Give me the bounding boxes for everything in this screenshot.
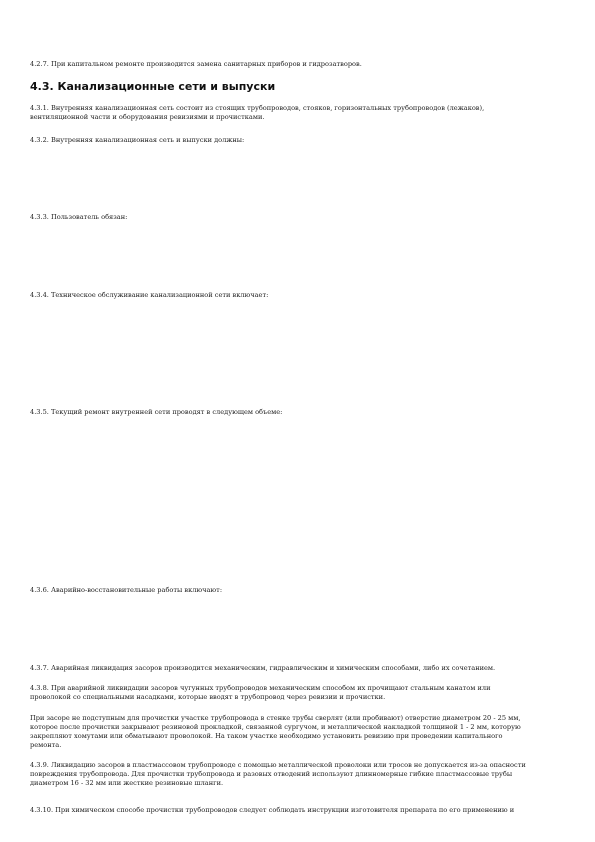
paragraph-4310: 4.3.10. При химическом способе прочистки трубопроводов следует соблюдать инструкции изготовителя препарата по его применению и [30, 806, 515, 814]
paragraph-432: 4.3.2. Внутренняя канализационная сеть и выпуски должны: [30, 136, 245, 144]
section-heading: 4.3. Канализационные сети и выпуски [30, 80, 276, 93]
paragraph-438-continued: При засоре не подступным для прочистки участке трубопровода в стенке трубы сверлят (или пробивают) отверстие диаметром 20 - 25 мм, которое после прочистки закрывают резиновой прокладкой, связанной сургучом, и металлической накладкой толщиной 1 - 2 мм, которую закрепляют хомутами или обматывают проволокой. На таком участке необходимо установить ревизию при проведении капитального ремонта. [30, 714, 521, 749]
paragraph-435: 4.3.5. Текущий ремонт внутренней сети проводят в следующем объеме: [30, 408, 283, 416]
paragraph-439: 4.3.9. Ликвидацию засоров в пластмассовом трубопроводе с помощью металлической проволоки или тросов не допускается из-за опасности повреждения трубопровода. Для прочистки трубопровода и разовых отводений используют длинномерные гибкие пластмассовые трубы диаметром 16 - 32 мм или жесткие резиновые шланги. [30, 761, 526, 787]
paragraph-437: 4.3.7. Аварийная ликвидация засоров производится механическим, гидравлическим и химическим способами, либо их сочетанием. [30, 664, 496, 672]
paragraph-436: 4.3.6. Аварийно-восстановительные работы включают: [30, 586, 223, 594]
paragraph-434: 4.3.4. Техническое обслуживание канализационной сети включает: [30, 291, 269, 299]
paragraph-431: 4.3.1. Внутренняя канализационная сеть состоит из стоящих трубопроводов, стояков, горизонтальных трубопроводов (лежаков), вентиляционной части и оборудования ревизиями и прочистками. [30, 104, 485, 121]
paragraph-438: 4.3.8. При аварийной ликвидации засоров чугунных трубопроводов механическим способом их прочищают стальным канатом или проволокой со специальными насадками, которые вводят в трубопровод через ревизии и прочистки. [30, 684, 491, 701]
paragraph-427: 4.2.7. При капитальном ремонте производится замена санитарных приборов и гидрозатворов. [30, 60, 362, 68]
paragraph-433: 4.3.3. Пользователь обязан: [30, 213, 128, 221]
